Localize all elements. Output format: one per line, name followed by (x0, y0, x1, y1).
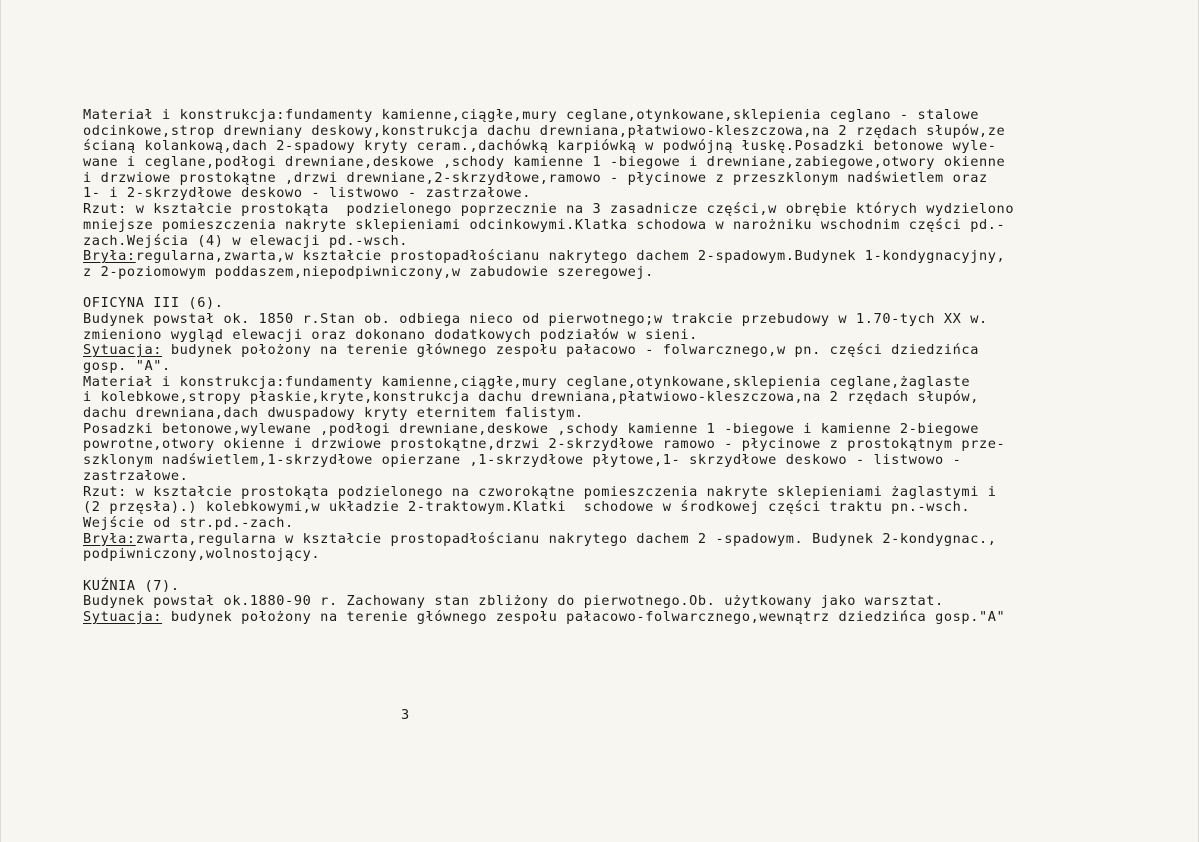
text-line: podpiwniczony,wolnostojący. (83, 546, 321, 563)
bryla-label: Bryła: (83, 530, 136, 547)
text-line: wane i ceglane,podłogi drewniane,deskowe ,schody kamienne 1 -biegowe i drewniane,zabiegowe,otwory okienne (83, 154, 1006, 171)
paragraph-spacer (83, 281, 1163, 297)
text-line: zmieniono wygląd elewacji oraz dokonano dodatkowych podziałów w sieni. (83, 326, 698, 343)
bryla-text: regularna,zwarta,w kształcie prostopadłościanu nakrytego dachem 2-spadowym.Budynek 1-kondygnacyjny, (135, 248, 1006, 265)
text-line: dachu drewniana,dach dwuspadowy kryty eternitem falistym. (83, 405, 584, 422)
text-line: szklonym nadświetlem,1-skrzydłowe opierzane ,1-skrzydłowe płytowe,1- skrzydłowe deskowo - listwowo - (83, 452, 962, 469)
text-line (83, 610, 1163, 626)
document-body (83, 108, 1163, 626)
situation-text: budynek położony na terenie głównego zespołu pałacowo - folwarcznego,w pn. części dziedzińca (162, 342, 979, 359)
text-line: z 2-poziomowym poddaszem,niepodpiwniczony,w zabudowie szeregowej. (83, 263, 654, 280)
text-line: Wejście od str.pd.-zach. (83, 514, 294, 531)
situation-label: Sytuacja: (83, 609, 163, 625)
text-line: 1- i 2-skrzydłowe deskowo - listwowo - zastrzałowe. (83, 185, 531, 202)
text-line: ścianą kolankową,dach 2-spadowy kryty ceram.,dachówką karpiówką w podwójną łuskę.Posadzki betonowe wyle- (83, 138, 997, 155)
text-line: powrotne,otwory okienne i drzwiowe prostokątne,drzwi 2-skrzydłowe ramowo - płycinowe z prostokątnym prze- (83, 436, 1006, 453)
text-line: i kolebkowe,stropy płaskie,kryte,konstrukcja dachu drewniana,płatwiowo-kleszczowa,na 2 rzędach słupów, (83, 389, 979, 406)
bryla-label: Bryła: (83, 248, 136, 265)
text-line: odcinkowe,strop drewniany deskowy,konstrukcja dachu drewniana,płatwiowo-kleszczowa,na 2 rzędach słupów,ze (83, 122, 1006, 139)
text-line: i drzwiowe prostokątne ,drzwi drewniane,2-skrzydłowe,ramowo - płycinowe z przeszklonym nadświetlem oraz (83, 169, 988, 186)
text-line (83, 532, 1163, 548)
paragraph-spacer (83, 563, 1163, 579)
situation-label: Sytuacja: (83, 342, 163, 359)
text-line: Budynek powstał ok.1880-90 r. Zachowany stan zbliżony do pierwotnego.Ob. użytkowany jako warsztat. (83, 593, 944, 610)
text-line: zastrzałowe. (83, 467, 189, 484)
text-line: Rzut: w kształcie prostokąta podzielonego na czworokątne pomieszczenia nakryte sklepieniami żaglastymi i (83, 483, 997, 500)
text-line: Rzut: w kształcie prostokąta podzielonego poprzecznie na 3 zasadnicze części,w obrębie których wydzielono (83, 201, 1015, 218)
text-line (83, 343, 1163, 359)
text-line: Materiał i konstrukcja:fundamenty kamienne,ciągłe,mury ceglane,otynkowane,sklepienia ceglane,żaglaste (83, 373, 971, 390)
text-line: mniejsze pomieszczenia nakryte sklepieniami odcinkowymi.Klatka schodowa w narożniku wschodnim części pd.- (83, 216, 1006, 233)
text-line (83, 249, 1163, 265)
text-line: gosp. "A". (83, 358, 171, 374)
text-line: Materiał i konstrukcja:fundamenty kamienne,ciągłe,mury ceglane,otynkowane,sklepienia ceglano - stalowe (83, 107, 979, 123)
situation-text: budynek położony na terenie głównego zespołu pałacowo-folwarcznego,wewnątrz dziedzińca gosp."A" (162, 609, 1006, 625)
text-line: Posadzki betonowe,wylewane ,podłogi drewniane,deskowe ,schody kamienne 1 -biegowe i kamienne 2-biegowe (83, 420, 979, 437)
bryla-text: zwarta,regularna w kształcie prostopadłościanu nakrytego dachem 2 -spadowym. Budynek 2-kondygnac., (135, 530, 997, 547)
page-number: 3 (401, 707, 410, 723)
text-line: Budynek powstał ok. 1850 r.Stan ob. odbiega nieco od pierwotnego;w trakcie przebudowy w 1.70-tych XX w. (83, 310, 988, 327)
section-heading: OFICYNA III (6). (83, 295, 224, 312)
text-line: (2 przęsła).) kolebkowymi,w układzie 2-traktowym.Klatki schodowe w środkowej części traktu pn.-wsch. (83, 499, 971, 516)
text-line: zach.Wejścia (4) w elewacji pd.-wsch. (83, 232, 409, 249)
section-heading: KUŹNIA (7). (83, 577, 180, 594)
